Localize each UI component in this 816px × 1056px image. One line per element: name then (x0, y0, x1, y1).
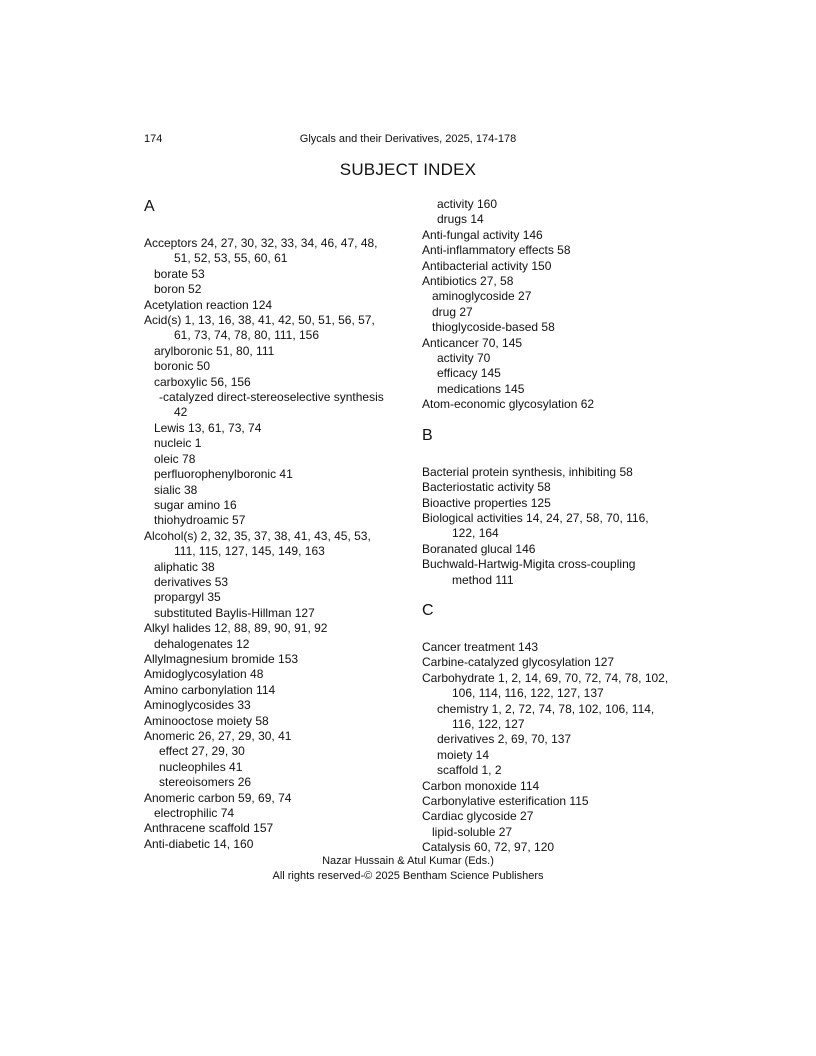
index-section-letter: C (422, 601, 434, 619)
index-entry: Antibiotics 27, 58 (422, 274, 514, 289)
index-entry: Alkyl halides 12, 88, 89, 90, 91, 92 (144, 621, 328, 636)
index-entry: Bacterial protein synthesis, inhibiting 58 (422, 464, 633, 479)
index-subentry: scaffold 1, 2 (437, 763, 502, 778)
index-column-left (144, 197, 394, 852)
index-entry-continuation: 122, 164 (452, 526, 499, 541)
index-subentry: derivatives 53 (154, 574, 229, 589)
index-subentry: drugs 14 (437, 212, 484, 227)
index-entry: Allylmagnesium bromide 153 (144, 651, 299, 666)
index-subentry: dehalogenates 12 (154, 636, 250, 651)
index-subentry: propargyl 35 (154, 590, 221, 605)
index-subentry: nucleic 1 (154, 436, 202, 451)
index-entry: Buchwald-Hartwig-Migita cross-coupling (422, 557, 636, 572)
index-entry: Carbohydrate 1, 2, 14, 69, 70, 72, 74, 78, 102, (422, 670, 669, 685)
index-subentry: stereoisomers 26 (159, 775, 252, 790)
index-subentry: moiety 14 (437, 747, 490, 762)
index-entry: Anticancer 70, 145 (422, 335, 523, 350)
page-number: 174 (144, 133, 163, 145)
index-subentry: medications 145 (437, 381, 525, 396)
index-entry: Cardiac glycoside 27 (422, 809, 534, 824)
index-subentry: activity 160 (437, 197, 498, 211)
index-entry: Bacteriostatic activity 58 (422, 480, 551, 495)
index-entry: Catalysis 60, 72, 97, 120 (422, 840, 555, 855)
page-title: SUBJECT INDEX (339, 160, 477, 179)
index-entry: Anomeric carbon 59, 69, 74 (144, 790, 292, 805)
index-entry: Acceptors 24, 27, 30, 32, 33, 34, 46, 47, 48, (144, 236, 378, 250)
index-subentry: electrophilic 74 (154, 806, 235, 821)
index-subentry: carboxylic 56, 156 (154, 374, 251, 389)
index-entry-continuation: 106, 114, 116, 122, 127, 137 (452, 686, 604, 701)
index-section-letter: B (422, 426, 433, 444)
index-entry: Amidoglycosylation 48 (144, 667, 264, 682)
index-subentry: activity 70 (437, 351, 491, 366)
index-subentry: drug 27 (432, 304, 473, 319)
index-subentry: derivatives 2, 69, 70, 137 (437, 732, 572, 747)
index-subentry: sugar amino 16 (154, 497, 237, 512)
index-subentry: Lewis 13, 61, 73, 74 (154, 420, 262, 435)
index-entry: Anti-diabetic 14, 160 (144, 836, 254, 851)
index-entry-continuation: 116, 122, 127 (452, 716, 525, 731)
index-entry: Atom-economic glycosylation 62 (422, 397, 595, 412)
index-entry: Cancer treatment 143 (422, 639, 539, 654)
index-subentry: nucleophiles 41 (159, 759, 243, 774)
editors-line: Nazar Hussain & Atul Kumar (Eds.) (322, 855, 494, 867)
index-entry: Aminoglycosides 33 (144, 698, 251, 713)
index-section-letter: A (144, 198, 155, 215)
index-subentry: -catalyzed direct-stereoselective synthesis (159, 390, 384, 405)
index-subentry: efficacy 145 (437, 366, 501, 381)
index-entry: Boranated glucal 146 (422, 541, 536, 556)
index-entry: Alcohol(s) 2, 32, 35, 37, 38, 41, 43, 45, 53, (144, 528, 371, 543)
index-entry: Anomeric 26, 27, 29, 30, 41 (144, 729, 292, 743)
index-subentry: boronic 50 (154, 359, 211, 374)
index-entry: Carbine-catalyzed glycosylation 127 (422, 655, 615, 670)
index-subentry: perfluorophenylboronic 41 (154, 467, 293, 482)
index-subentry: thiohydroamic 57 (154, 513, 246, 528)
index-entry-continuation: 42 (174, 405, 188, 420)
index-subentry: substituted Baylis-Hillman 127 (154, 605, 315, 620)
index-entry: Acetylation reaction 124 (144, 297, 273, 312)
index-entry: Anthracene scaffold 157 (144, 821, 274, 836)
index-subentry: lipid-soluble 27 (432, 824, 513, 839)
running-header (144, 133, 672, 147)
index-entry: Biological activities 14, 24, 27, 58, 70, 116, (422, 510, 649, 525)
page-footer (0, 854, 816, 884)
index-subentry: sialic 38 (154, 482, 198, 497)
index-entry: Carbon monoxide 114 (422, 778, 540, 793)
index-entry: Acid(s) 1, 13, 16, 38, 41, 42, 50, 51, 56, 57, (144, 313, 375, 328)
index-entry-continuation: method 111 (452, 572, 514, 587)
index-entry: Antibacterial activity 150 (422, 258, 552, 273)
index-subentry: arylboronic 51, 80, 111 (154, 343, 275, 358)
index-entry: Anti-inflammatory effects 58 (422, 243, 571, 258)
index-column-right (422, 197, 682, 856)
index-subentry: aliphatic 38 (154, 559, 215, 574)
index-subentry: thioglycoside-based 58 (432, 320, 555, 335)
journal-citation: Glycals and their Derivatives, 2025, 174-178 (299, 133, 517, 145)
index-entry: Anti-fungal activity 146 (422, 227, 543, 242)
index-entry: Aminooctose moiety 58 (144, 713, 269, 728)
index-entry: Amino carbonylation 114 (144, 682, 276, 697)
index-subentry: oleic 78 (154, 451, 196, 466)
index-subentry: chemistry 1, 2, 72, 74, 78, 102, 106, 114, (437, 701, 655, 716)
index-entry: Bioactive properties 125 (422, 495, 551, 510)
copyright-line: All rights reserved-© 2025 Bentham Science Publishers (272, 870, 544, 882)
index-entry: Carbonylative esterification 115 (422, 794, 589, 808)
index-entry-continuation: 51, 52, 53, 55, 60, 61 (174, 251, 288, 266)
index-subentry: effect 27, 29, 30 (159, 744, 245, 759)
index-subentry: borate 53 (154, 266, 205, 281)
index-entry-continuation: 61, 73, 74, 78, 80, 111, 156 (174, 328, 320, 343)
index-entry-continuation: 111, 115, 127, 145, 149, 163 (174, 544, 325, 559)
index-subentry: boron 52 (154, 282, 202, 297)
index-subentry: aminoglycoside 27 (432, 289, 532, 304)
